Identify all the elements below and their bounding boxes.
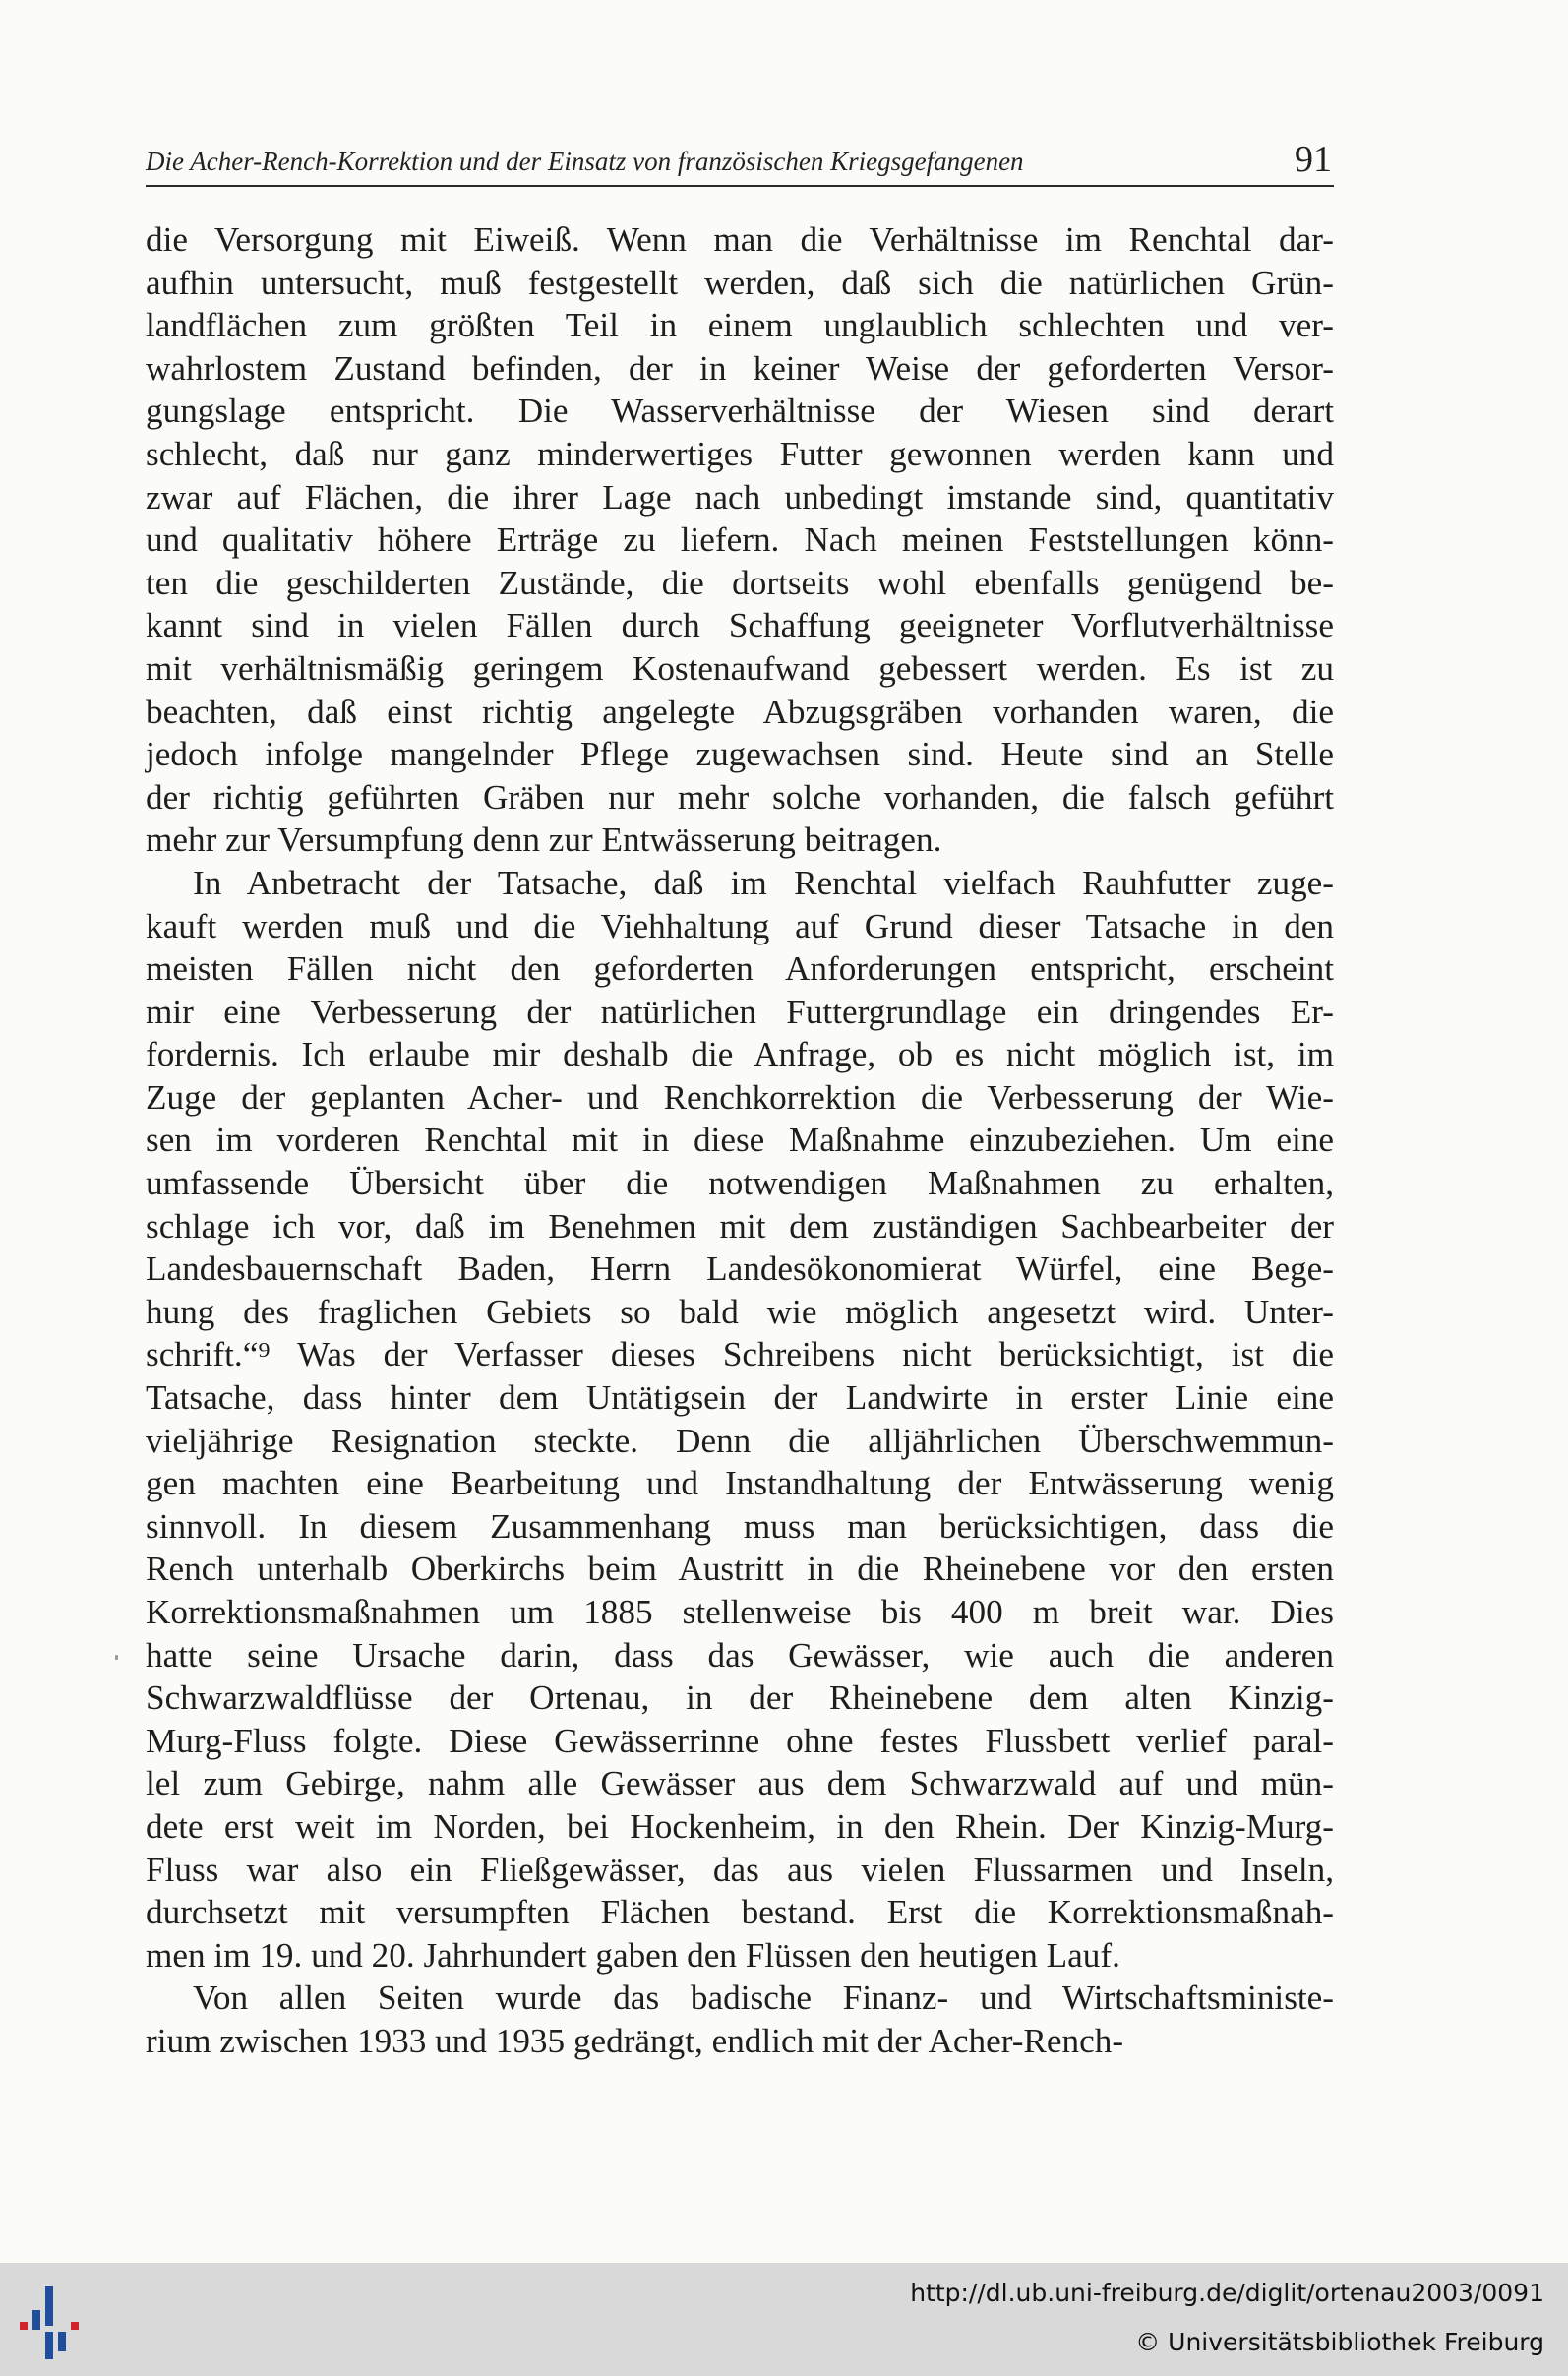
paragraph	[146, 862, 1334, 1977]
text-line: Landesbauernschaft Baden, Herrn Landesökonomierat Würfel, eine Bege-	[146, 1249, 1334, 1289]
footer-url[interactable]: http://dl.ub.uni-freiburg.de/diglit/ortenau2003/0091	[910, 2279, 1544, 2307]
text-line: hatte seine Ursache darin, dass das Gewässer, wie auch die anderen	[146, 1635, 1334, 1675]
text-line: mir eine Verbesserung der natürlichen Futtergrundlage ein dringendes Er-	[146, 992, 1334, 1031]
text-line: mehr zur Versumpfung denn zur Entwässerung beitragen.	[146, 821, 942, 860]
text-line: schlage ich vor, daß im Benehmen mit dem zuständigen Sachbearbeiter der	[146, 1206, 1334, 1246]
text-line: schlecht, daß nur ganz minderwertiges Futter gewonnen werden kann und	[146, 434, 1334, 473]
text-line: kannt sind in vielen Fällen durch Schaffung geeigneter Vorflutverhältnisse	[146, 606, 1334, 645]
text-line: gungslage entspricht. Die Wasserverhältnisse der Wiesen sind derart	[146, 392, 1334, 431]
running-header	[146, 136, 1334, 187]
page-number: 91	[1295, 139, 1332, 180]
text-line: und qualitativ höhere Erträge zu liefern. Nach meinen Feststellungen könn-	[146, 520, 1334, 560]
paragraph	[146, 1977, 1334, 2062]
text-line: Rench unterhalb Oberkirchs beim Austritt in die Rheinebene vor den ersten	[146, 1550, 1334, 1589]
text-line: sinnvoll. In diesem Zusammenhang muss man berücksichtigen, dass die	[146, 1506, 1334, 1546]
text-line: Fluss war also ein Fließgewässer, das aus vielen Flussarmen und Inseln,	[146, 1850, 1334, 1889]
text-line: wahrlostem Zustand befinden, der in keiner Weise der geforderten Versor-	[146, 348, 1334, 388]
text-line: gen machten eine Bearbeitung und Instandhaltung der Entwässerung wenig	[146, 1464, 1334, 1503]
text-line: Korrektionsmaßnahmen um 1885 stellenweise bis 400 m breit war. Dies	[146, 1593, 1334, 1631]
text-line: mit verhältnismäßig geringem Kostenaufwand gebessert werden. Es ist zu	[146, 648, 1334, 688]
text-line: die Versorgung mit Eiweiß. Wenn man die Verhältnisse im Renchtal dar-	[146, 220, 1334, 259]
text-line: lel zum Gebirge, nahm alle Gewässer aus dem Schwarzwald auf und mün-	[146, 1764, 1334, 1803]
text-line: In Anbetracht der Tatsache, daß im Renchtal vielfach Rauhfutter zuge-	[193, 863, 1334, 902]
text-line: Tatsache, dass hinter dem Untätigsein der Landwirte in erster Linie eine	[146, 1378, 1334, 1418]
text-line: vieljährige Resignation steckte. Denn die alljährlichen Überschwemmun-	[146, 1421, 1334, 1460]
running-title: Die Acher-Rench-Korrektion und der Einsatz von französischen Kriegsgefangenen	[146, 147, 1024, 176]
scan-speck	[115, 1655, 118, 1660]
text-line: Murg-Fluss folgte. Diese Gewässerrinne ohne festes Flussbett verlief paral-	[146, 1721, 1334, 1760]
text-line: schrift.“⁹ Was der Verfasser dieses Schreibens nicht berücksichtigt, ist die	[146, 1335, 1334, 1374]
text-line: der richtig geführten Gräben nur mehr solche vorhanden, die falsch geführt	[146, 777, 1334, 817]
text-line: Zuge der geplanten Acher- und Renchkorrektion die Verbesserung der Wie-	[146, 1077, 1334, 1117]
text-line: umfassende Übersicht über die notwendigen Maßnahmen zu erhalten,	[146, 1164, 1334, 1203]
body-text	[146, 218, 1334, 2063]
text-line: men im 19. und 20. Jahrhundert gaben den Flüssen den heutigen Lauf.	[146, 1935, 1120, 1975]
text-line: meisten Fällen nicht den geforderten Anforderungen entspricht, erscheint	[146, 949, 1334, 989]
text-line: fordernis. Ich erlaube mir deshalb die Anfrage, ob es nicht möglich ist, im	[146, 1035, 1334, 1074]
footer-copyright: © Universitätsbibliothek Freiburg	[1135, 2328, 1544, 2356]
ub-freiburg-logo-icon	[20, 2283, 98, 2361]
text-line: rium zwischen 1933 und 1935 gedrängt, endlich mit der Acher-Rench-	[146, 2021, 1124, 2060]
text-line: kauft werden muß und die Viehhaltung auf Grund dieser Tatsache in den	[146, 906, 1334, 945]
footer-bar	[0, 2263, 1568, 2376]
text-line: dete erst weit im Norden, bei Hockenheim, in den Rhein. Der Kinzig-Murg-	[146, 1806, 1334, 1846]
text-line: landflächen zum größten Teil in einem unglaublich schlechten und ver-	[146, 306, 1334, 345]
text-line: zwar auf Flächen, die ihrer Lage nach unbedingt imstande sind, quantitativ	[146, 477, 1334, 517]
text-line: Schwarzwaldflüsse der Ortenau, in der Rheinebene dem alten Kinzig-	[146, 1678, 1334, 1718]
text-line: beachten, daß einst richtig angelegte Abzugsgräben vorhanden waren, die	[146, 692, 1334, 731]
paragraph	[146, 218, 1334, 862]
text-line: Von allen Seiten wurde das badische Finanz- und Wirtschaftsministe-	[193, 1979, 1334, 2018]
text-line: ten die geschilderten Zustände, die dortseits wohl ebenfalls genügend be-	[146, 563, 1334, 602]
text-line: jedoch infolge mangelnder Pflege zugewachsen sind. Heute sind an Stelle	[146, 735, 1334, 774]
text-line: durchsetzt mit versumpften Flächen bestand. Erst die Korrektionsmaßnah-	[146, 1893, 1334, 1932]
text-line: hung des fraglichen Gebiets so bald wie möglich angesetzt wird. Unter-	[146, 1292, 1334, 1331]
text-line: sen im vorderen Renchtal mit in diese Maßnahme einzubeziehen. Um eine	[146, 1121, 1334, 1160]
text-line: aufhin untersucht, muß festgestellt werden, daß sich die natürlichen Grün-	[146, 263, 1334, 302]
